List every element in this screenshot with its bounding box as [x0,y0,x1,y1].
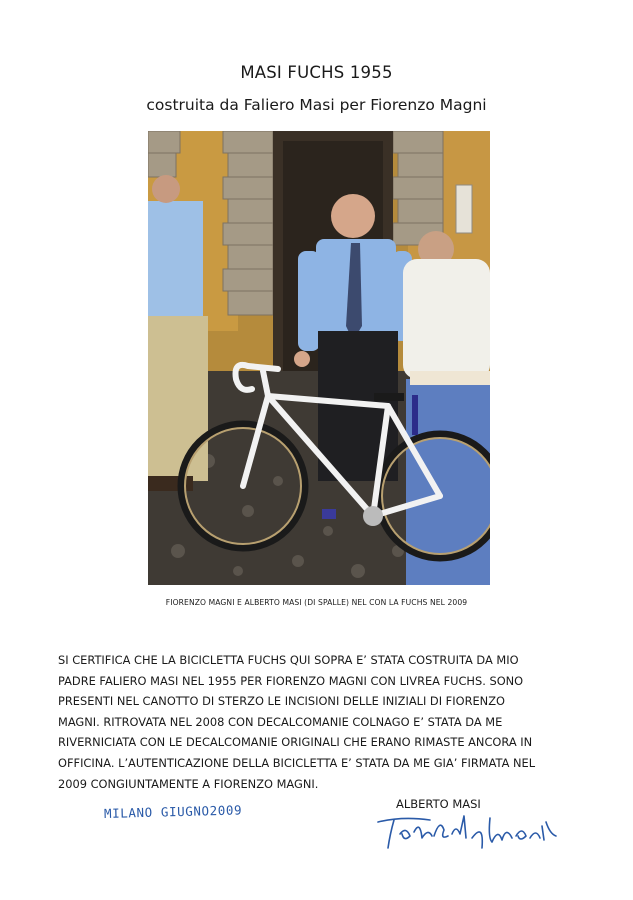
page-subtitle: costruita da Faliero Masi per Fiorenzo Magni [146,96,487,114]
certificate-line: PRESENTI NEL CANOTTO DI STERZO LE INCISIONI DELLE INIZIALI DI FIORENZO [58,694,505,709]
handwritten-place-date: MILANO GIUGNO2009 [103,802,243,821]
certificate-line: MAGNI. RITROVATA NEL 2008 CON DECALCOMANIE COLNAGO E’ STATA DA ME [58,714,503,729]
certificate-line: RIVERNICIATA CON LE DECALCOMANIE ORIGINALI CHE ERANO RIMASTE ANCORA IN [58,735,533,750]
bicycle-photo [148,131,490,585]
signer-name: ALBERTO MASI [396,797,481,811]
certificate-line: SI CERTIFICA CHE LA BICICLETTA FUCHS QUI SOPRA E’ STATA COSTRUITA DA MIO [58,653,519,667]
certificate-line: PADRE FALIERO MASI NEL 1955 PER FIORENZO MAGNI CON LIVREA FUCHS. SONO [58,673,524,688]
certificate-line: 2009 CONGIUNTAMENTE A FIORENZO MAGNI. [58,776,319,791]
certificate-text [58,650,598,794]
certificate-line: OFFICINA. L’AUTENTICAZIONE DELLA BICICLETTA E’ STATA DA ME GIA’ FIRMATA NEL [58,755,536,770]
page-title: MASI FUCHS 1955 [240,63,393,82]
photo-caption: FIORENZO MAGNI E ALBERTO MASI (DI SPALLE) NEL CON LA FUCHS NEL 2009 [165,598,468,607]
handwritten-signature [372,808,562,858]
